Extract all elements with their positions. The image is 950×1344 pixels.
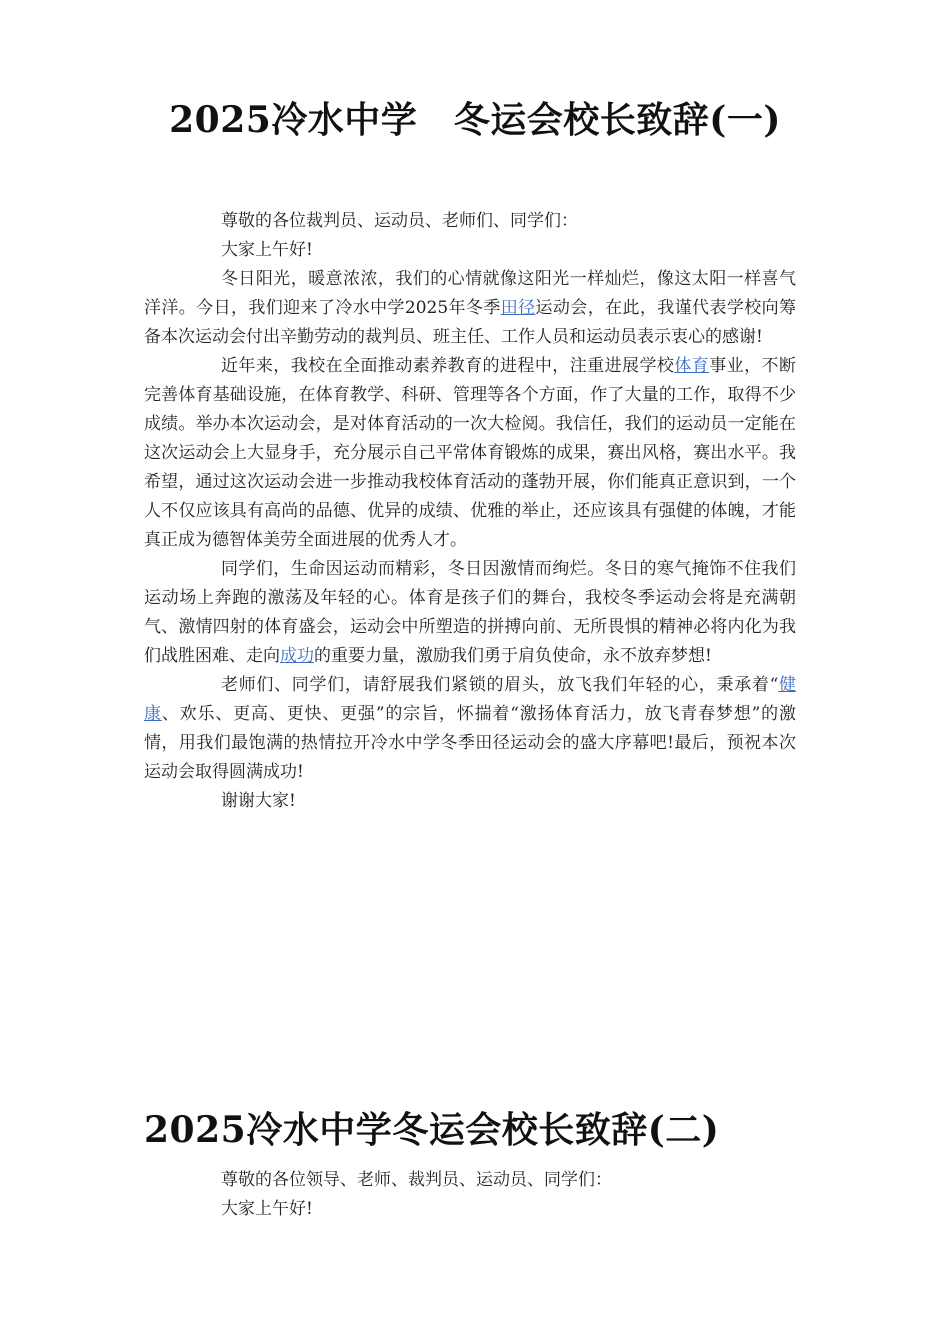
paragraph-3 <box>144 555 796 671</box>
paragraph-4-text-a: 老师们、同学们，请舒展我们紧锁的眉头，放飞我们年轻的心，秉承着“ <box>221 675 779 695</box>
speech-one-body <box>144 207 796 816</box>
speech-one-title: 2025冷水中学 冬运会校长致辞(一) <box>169 99 781 141</box>
paragraph-2-text-a: 近年来，我校在全面推动素养教育的进程中，注重进展学校 <box>221 356 675 376</box>
salutation-2: 尊敬的各位领导、老师、裁判员、运动员、同学们： <box>221 1170 612 1190</box>
salutation: 尊敬的各位裁判员、运动员、老师们、同学们： <box>221 211 578 231</box>
greeting: 大家上午好! <box>221 240 313 260</box>
link-sports[interactable]: 体育 <box>674 356 710 376</box>
paragraph-3-text-a: 同学们，生命因运动而精彩，冬日因激情而绚烂。冬日的寒气掩饰不住我们运动场上奔跑的激荡及年轻的心。体育是孩子们的舞台，我校冬季运动会将是充满朝气、激情四射的体育盛会，运动会中所塑造的拼搏向前、无所畏惧的精神必将内化为我们战胜困难、走向 <box>144 559 796 666</box>
speech-two-title: 2025冷水中学冬运会校长致辞(二) <box>144 1109 720 1151</box>
paragraph-1-text-a: 冬日阳光，暖意浓浓，我们的心情就像这阳光一样灿烂，像这太阳一样喜气洋洋。今日，我们迎来了冷水中学2025年冬季 <box>144 269 796 318</box>
greeting-2: 大家上午好! <box>221 1199 313 1219</box>
link-health[interactable]: 健康 <box>144 675 796 724</box>
paragraph-3-text-b: 的重要力量，激励我们勇于肩负使命，永不放弃梦想! <box>314 646 712 666</box>
paragraph-1 <box>144 265 796 352</box>
paragraph-2 <box>144 352 796 555</box>
closing: 谢谢大家! <box>221 791 296 811</box>
link-track-field[interactable]: 田径 <box>500 298 536 318</box>
paragraph-4-text-b: 、欢乐、更高、更快、更强”的宗旨，怀揣着“激扬体育活力，放飞青春梦想”的激情，用我们最饱满的热情拉开冷水中学冬季田径运动会的盛大序幕吧!最后，预祝本次运动会取得圆满成功! <box>144 704 797 782</box>
link-success[interactable]: 成功 <box>280 646 314 666</box>
paragraph-2-text-b: 事业，不断完善体育基础设施，在体育教学、科研、管理等各个方面，作了大量的工作，取得不少成绩。举办本次运动会，是对体育活动的一次大检阅。我信任，我们的运动员一定能在这次运动会上大显身手，充分展示自己平常体育锻炼的成果，赛出风格，赛出水平。我希望，通过这次运动会进一步推动我校体育活动的蓬勃开展，你们能真正意识到，一个人不仅应该具有高尚的品德、优异的成绩、优雅的举止，还应该具有强健的体魄，才能真正成为德智体美劳全面进展的优秀人才。 <box>144 356 796 550</box>
paragraph-4 <box>144 671 796 787</box>
speech-two-body <box>144 1166 796 1224</box>
paragraph-1-text-b: 运动会，在此，我谨代表学校向筹备本次运动会付出辛勤劳动的裁判员、班主任、工作人员和运动员表示衷心的感谢! <box>144 298 797 347</box>
